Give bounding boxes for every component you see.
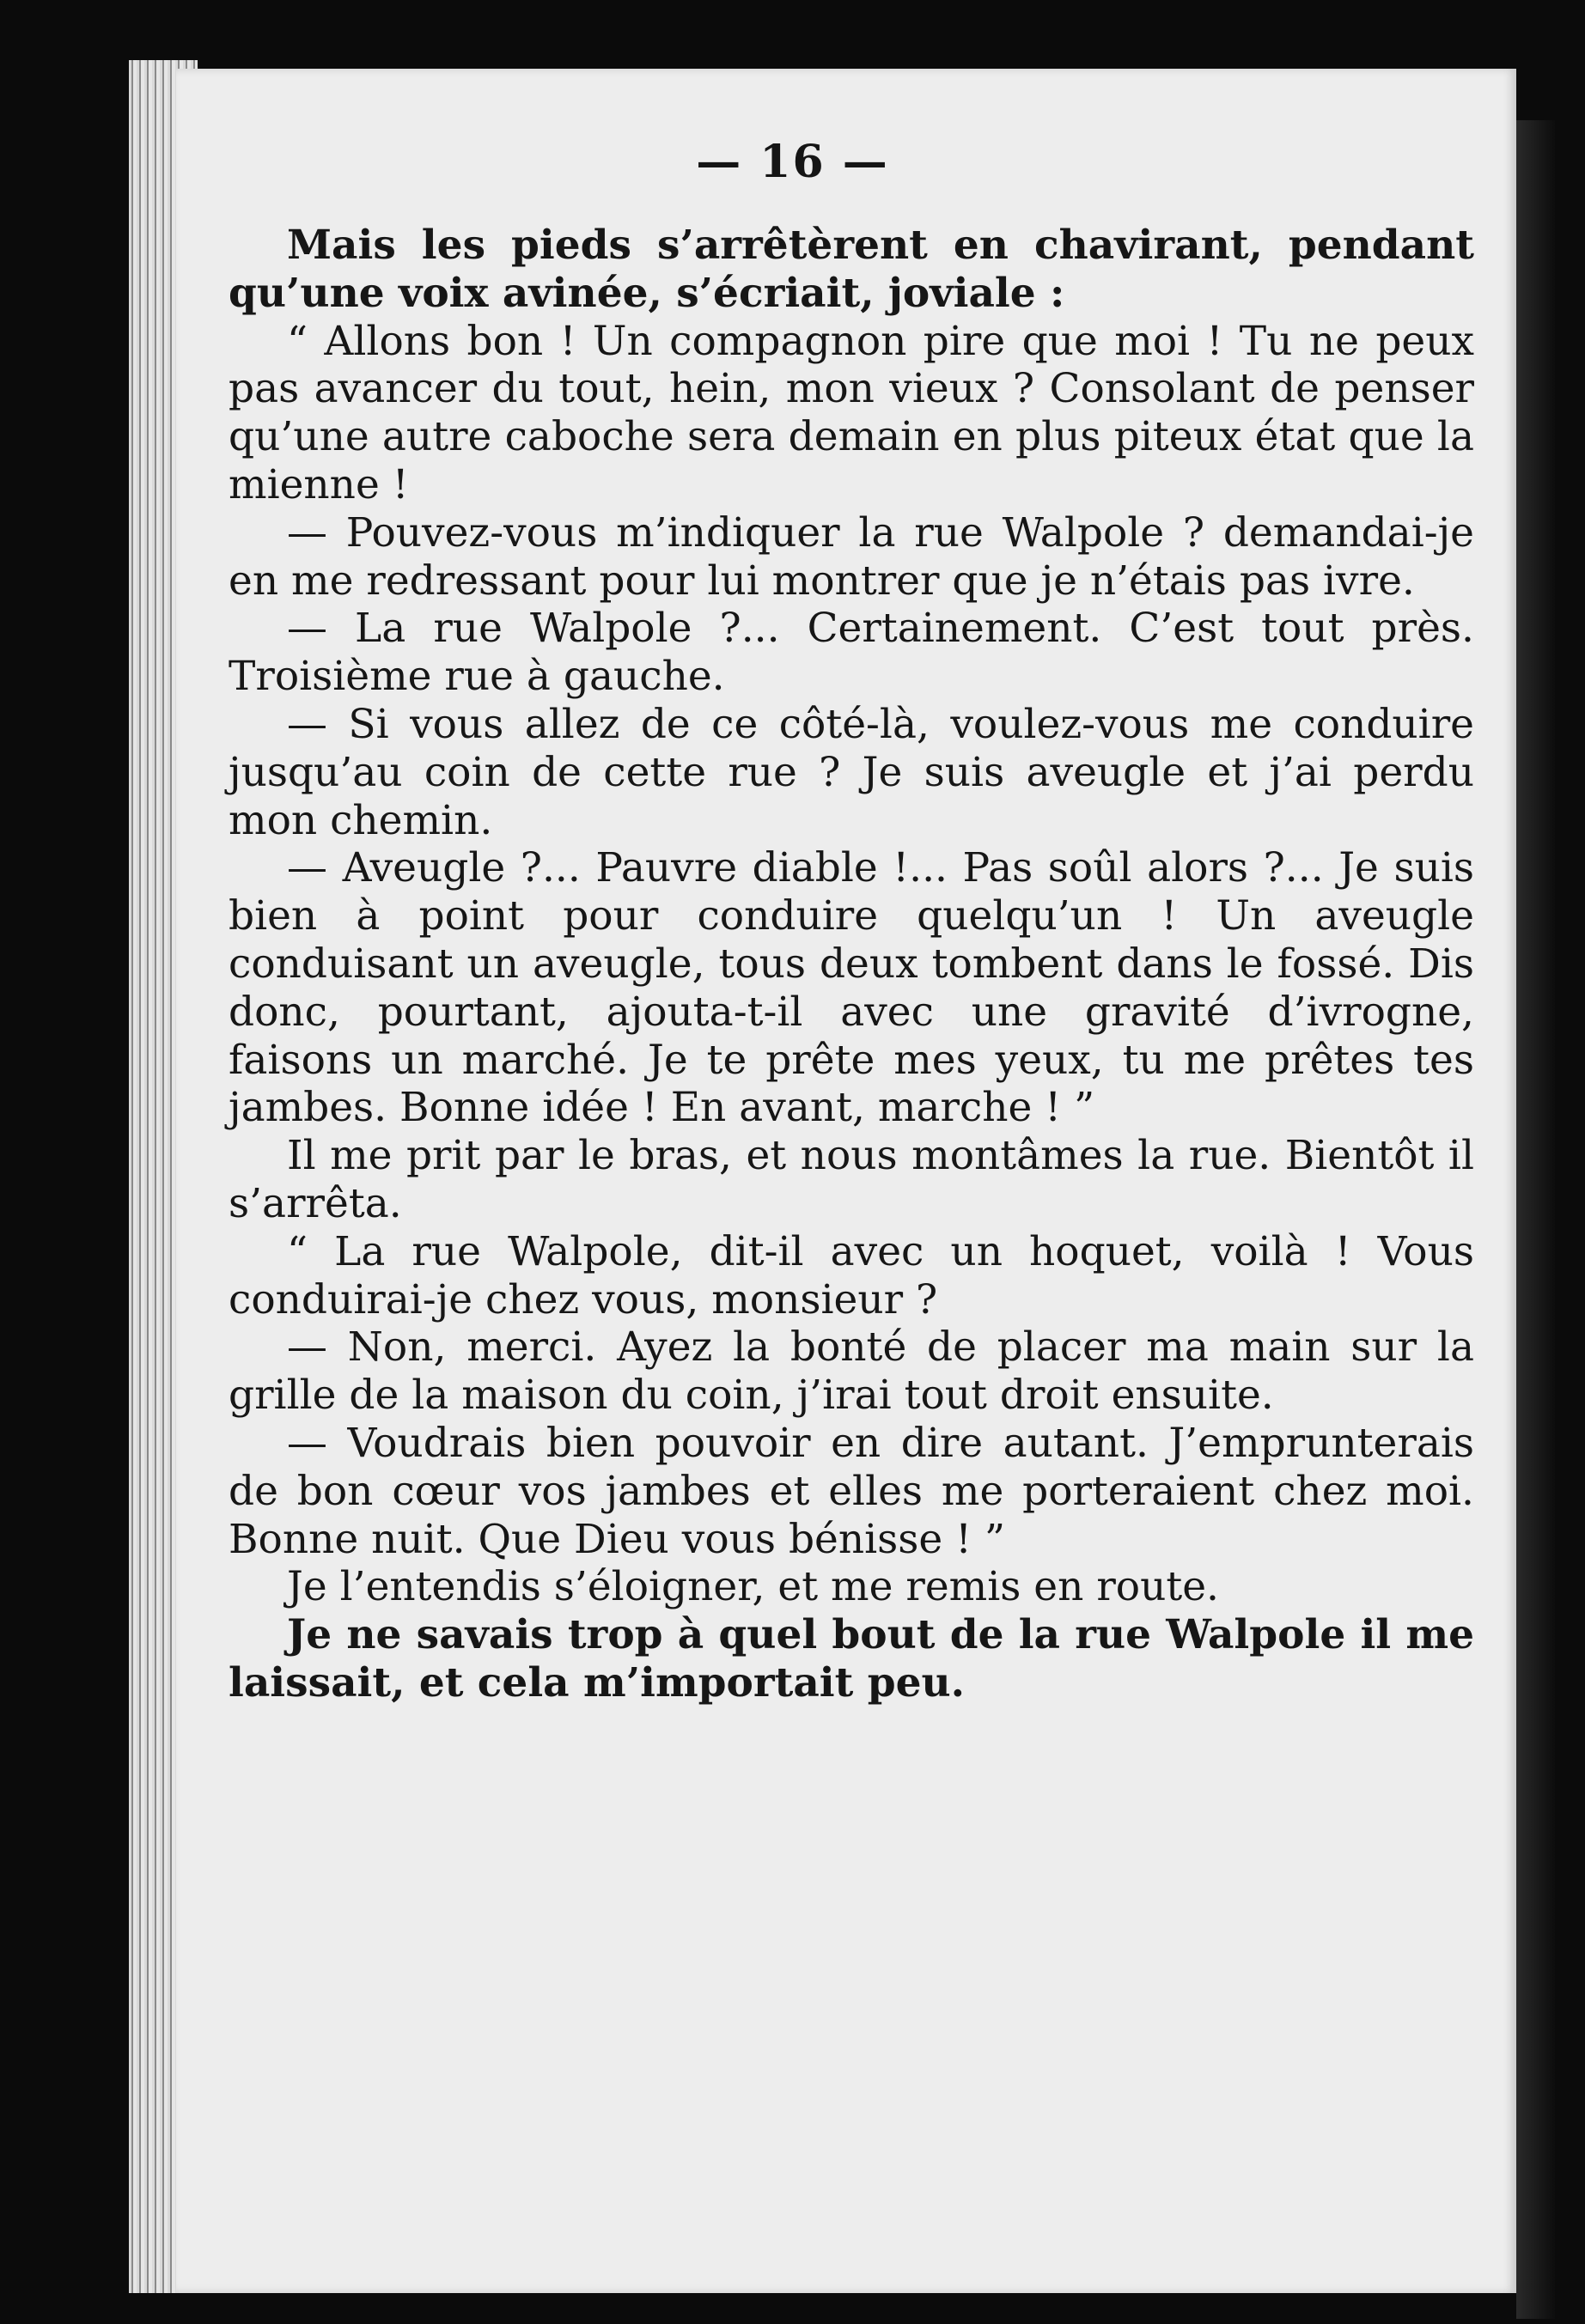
paragraph: Je ne savais trop à quel bout de la rue Walpole il me laissait, et cela m’importait peu.	[229, 1611, 1474, 1706]
paragraph: “ Allons bon ! Un compagnon pire que moi ! Tu ne peux pas avancer du tout, hein, mon vieux ? Consolant de penser qu’une autre caboche sera demain en plus piteux état que la mienne !	[229, 317, 1474, 508]
paragraph: — La rue Walpole ?... Certainement. C’est tout près. Troisième rue à gauche.	[229, 605, 1474, 701]
paragraph: — Non, merci. Ayez la bonté de placer ma main sur la grille de la maison du coin, j’irai tout droit ensuite.	[229, 1323, 1474, 1420]
book-gutter-shadow	[1516, 120, 1555, 2319]
paragraph: Il me prit par le bras, et nous montâmes la rue. Bientôt il s’arrêta.	[229, 1132, 1474, 1227]
paragraph: — Voudrais bien pouvoir en dire autant. J’emprunterais de bon cœur vos jambes et elles me porteraient chez moi. Bonne nuit. Que Dieu vous bénisse ! ”	[229, 1419, 1474, 1563]
paragraph: — Aveugle ?... Pauvre diable !... Pas soûl alors ?... Je suis bien à point pour conduire quelqu’un ! Un aveugle conduisant un aveugle, tous deux tombent dans le fossé. Dis donc, pourtant, ajouta-t-il avec une gravité d’ivrogne, faisons un marché. Je te prête mes yeux, tu me prêtes tes jambes. Bonne idée ! En avant, marche ! ”	[229, 844, 1474, 1132]
paragraph: — Pouvez-vous m’indiquer la rue Walpole ? demandai-je en me redressant pour lui montrer que je n’étais pas ivre.	[229, 508, 1474, 605]
paragraph: Je l’entendis s’éloigner, et me remis en route.	[287, 1563, 1219, 1611]
paragraph: — Si vous allez de ce côté-là, voulez-vous me conduire jusqu’au coin de cette rue ? Je suis aveugle et j’ai perdu mon chemin.	[229, 700, 1474, 844]
paragraph: Mais les pieds s’arrêtèrent en chavirant, pendant qu’une voix avinée, s’écriait, joviale :	[229, 222, 1474, 317]
page-number: — 16 —	[696, 136, 889, 188]
page-body-text	[229, 222, 1474, 1707]
paragraph: “ La rue Walpole, dit-il avec un hoquet, voilà ! Vous conduirai-je chez vous, monsieur ?	[229, 1227, 1474, 1323]
